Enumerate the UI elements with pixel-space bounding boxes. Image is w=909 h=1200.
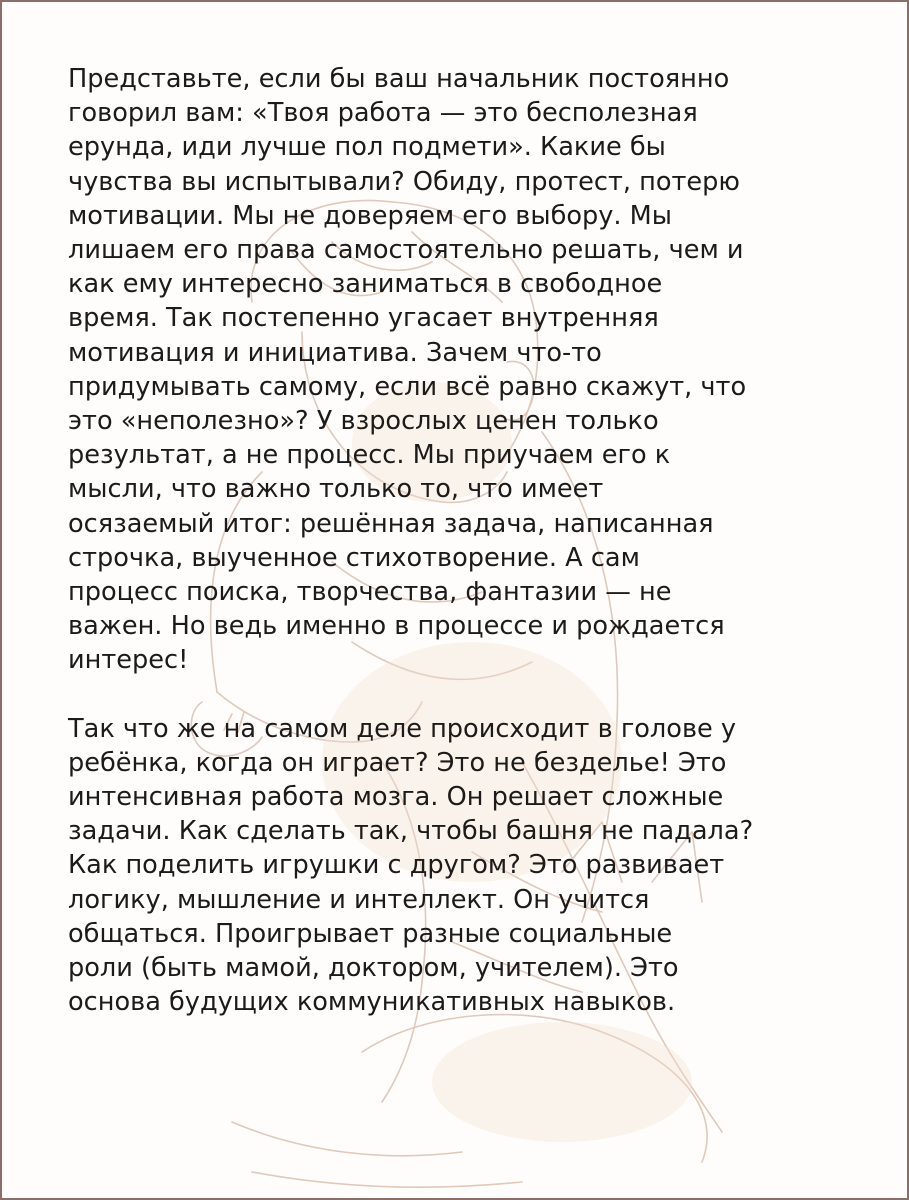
paragraph-1: Представьте, если бы ваш начальник постоянно говорил вам: «Твоя работа — это бесполезная ерунда, иди лучше пол подмети». Какие бы чувства вы испытывали? Обиду, протест, потерю мотивации. Мы не доверяем его выбору. Мы лишаем его права самостоятельно решать, чем и как ему интересно заниматься в свободное время. Так постепенно угасает внутренняя мотивация и инициатива. Зачем что-то придумывать самому, если всё равно скажут, что это «неполезно»? У взрослых ценен только результат, а не процесс. Мы приучаем его к мысли, что важно только то, что имеет осязаемый итог: решённая задача, написанная строчка, выученное стихотворение. А сам процесс поиска, творчества, фантазии — не важен. Но ведь именно в процессе и рождается интерес! (68, 64, 747, 676)
paragraph-2: Так что же на самом деле происходит в голове у ребёнка, когда он играет? Это не безделье! Это интенсивная работа мозга. Он решает сложные задачи. Как сделать так, чтобы башня не падала? Как поделить игрушки с другом? Это развивает логику, мышление и интеллект. Он учится общаться. Проигрывает разные социальные роли (быть мамой, доктором, учителем). Это основа будущих коммуникативных навыков. (68, 713, 754, 1018)
sketch-fur (232, 1122, 522, 1187)
article-text (68, 62, 858, 1019)
sketch-shadow-cat (432, 1022, 692, 1142)
